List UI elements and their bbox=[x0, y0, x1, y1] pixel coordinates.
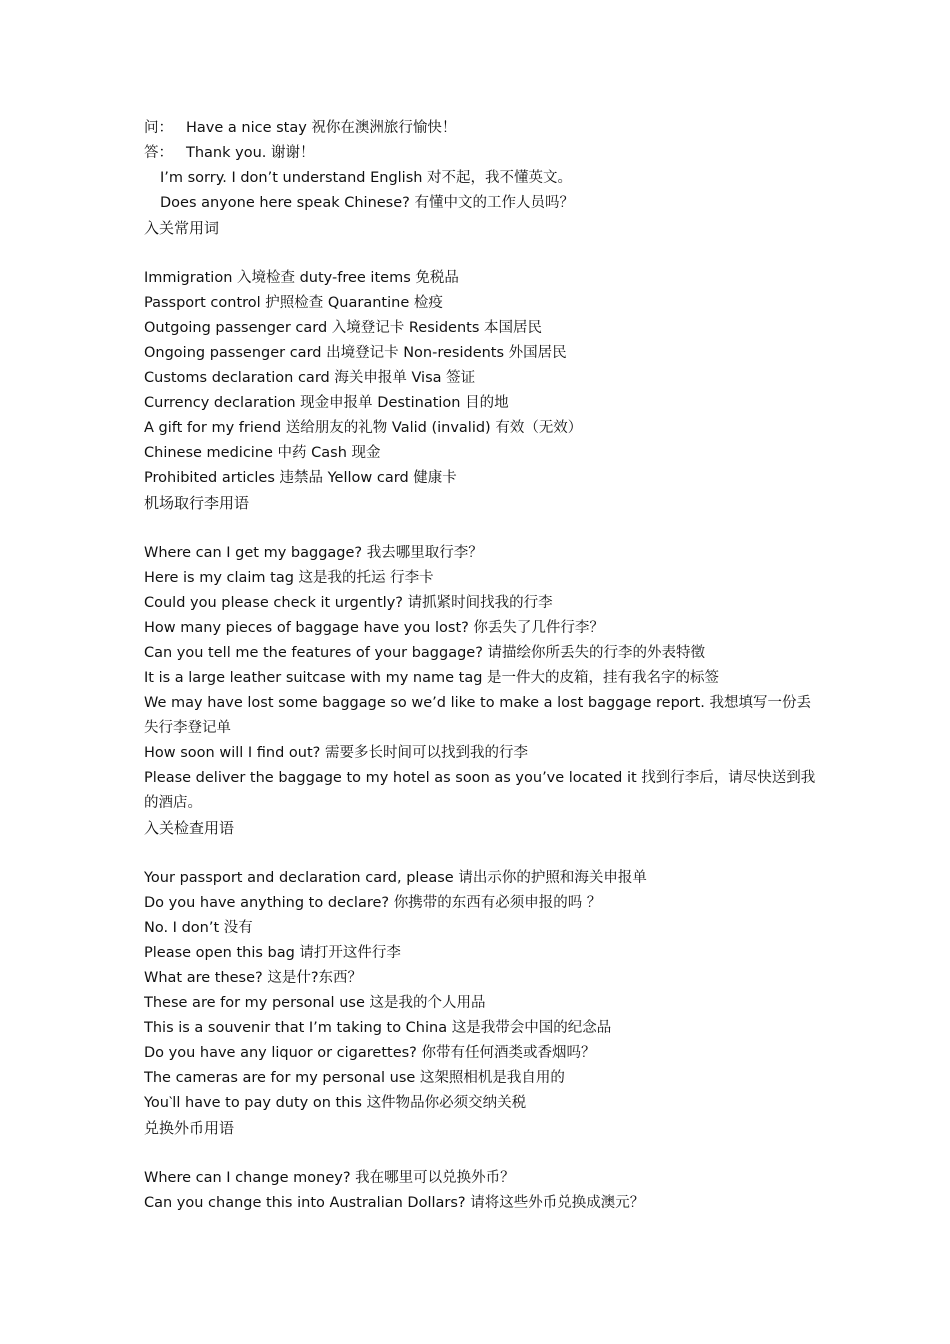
phrase-line: The cameras are for my personal use 这架照相机是我自用的 bbox=[144, 1070, 565, 1086]
dialogue-question bbox=[144, 116, 816, 141]
phrase-line: Your passport and declaration card, please 请出示你的护照和海关申报单 bbox=[144, 870, 647, 886]
phrase-line: Please deliver the baggage to my hotel as soon as you’ve located it 找到行李后，请尽快送到我的酒店。 bbox=[144, 770, 816, 811]
phrase-line: Please open this bag 请打开这件行李 bbox=[144, 945, 401, 961]
phrase-line: Where can I change money? 我在哪里可以兑换外币？ bbox=[144, 1170, 515, 1186]
phrase-line: These are for my personal use 这是我的个人用品 bbox=[144, 995, 486, 1011]
phrase-line: What are these? 这是什?东西？ bbox=[144, 970, 363, 986]
phrase-line: Can you tell me the features of your baggage? 请描绘你所丢失的行李的外表特徵 bbox=[144, 645, 706, 661]
document-content bbox=[144, 116, 816, 1216]
answer-prefix: 答： bbox=[144, 145, 173, 161]
phrase-line: Could you please check it urgently? 请抓紧时间找我的行李 bbox=[144, 595, 553, 611]
question-text: Have a nice stay 祝你在澳洲旅行愉快！ bbox=[186, 120, 457, 136]
vocab-line: Outgoing passenger card 入境登记卡 Residents 本国居民 bbox=[144, 320, 542, 336]
section-heading: 入关常用词 bbox=[144, 219, 220, 237]
vocab-line: Passport control 护照检查 Quarantine 检疫 bbox=[144, 295, 443, 311]
phrase-line: Here is my claim tag 这是我的托运 行李卡 bbox=[144, 570, 434, 586]
phrase-line: It is a large leather suitcase with my name tag 是一件大的皮箱，挂有我名字的标签 bbox=[144, 670, 720, 686]
phrase-line: Can you change this into Australian Dollars? 请将这些外币兑换成澳元？ bbox=[144, 1195, 645, 1211]
question-prefix: 问： bbox=[144, 120, 173, 136]
phrase-line: This is a souvenir that I’m taking to China 这是我带会中国的纪念品 bbox=[144, 1020, 612, 1036]
phrase-line: Where can I get my baggage? 我去哪里取行李？ bbox=[144, 545, 483, 561]
intro-line: I’m sorry. I don’t understand English 对不起，我不懂英文。 bbox=[160, 170, 573, 186]
vocab-line: Chinese medicine 中药 Cash 现金 bbox=[144, 445, 381, 461]
phrase-line: How soon will I find out? 需要多长时间可以找到我的行李 bbox=[144, 745, 528, 761]
section-heading: 机场取行李用语 bbox=[144, 494, 250, 512]
vocab-line: A gift for my friend 送给朋友的礼物 Valid (invalid) 有效（无效） bbox=[144, 420, 583, 436]
section-heading: 兑换外币用语 bbox=[144, 1119, 235, 1137]
vocab-line: Prohibited articles 违禁品 Yellow card 健康卡 bbox=[144, 470, 457, 486]
phrase-line: How many pieces of baggage have you lost? 你丢失了几件行李？ bbox=[144, 620, 604, 636]
spacer bbox=[144, 1141, 816, 1166]
vocab-line: Ongoing passenger card 出境登记卡 Non-residents 外国居民 bbox=[144, 345, 567, 361]
phrase-line: You‵ll have to pay duty on this 这件物品你必须交纳关税 bbox=[144, 1095, 527, 1111]
phrase-line: Do you have any liquor or cigarettes? 你带有任何酒类或香烟吗？ bbox=[144, 1045, 596, 1061]
spacer bbox=[144, 841, 816, 866]
phrase-line: We may have lost some baggage so we’d like to make a lost baggage report. 我想填写一份丢失行李登记单 bbox=[144, 695, 812, 736]
answer-text: Thank you. 谢谢！ bbox=[186, 145, 315, 161]
vocab-line: Immigration 入境检查 duty-free items 免税品 bbox=[144, 270, 459, 286]
spacer bbox=[144, 241, 816, 266]
intro-line: Does anyone here speak Chinese? 有懂中文的工作人员吗？ bbox=[160, 195, 574, 211]
phrase-line: Do you have anything to declare? 你携带的东西有必须申报的吗 ？ bbox=[144, 895, 602, 911]
dialogue-answer bbox=[144, 141, 816, 166]
spacer bbox=[144, 516, 816, 541]
vocab-line: Currency declaration 现金申报单 Destination 目的地 bbox=[144, 395, 509, 411]
phrase-line: No. I don’t 没有 bbox=[144, 920, 253, 936]
vocab-line: Customs declaration card 海关申报单 Visa 签证 bbox=[144, 370, 476, 386]
section-heading: 入关检查用语 bbox=[144, 819, 235, 837]
